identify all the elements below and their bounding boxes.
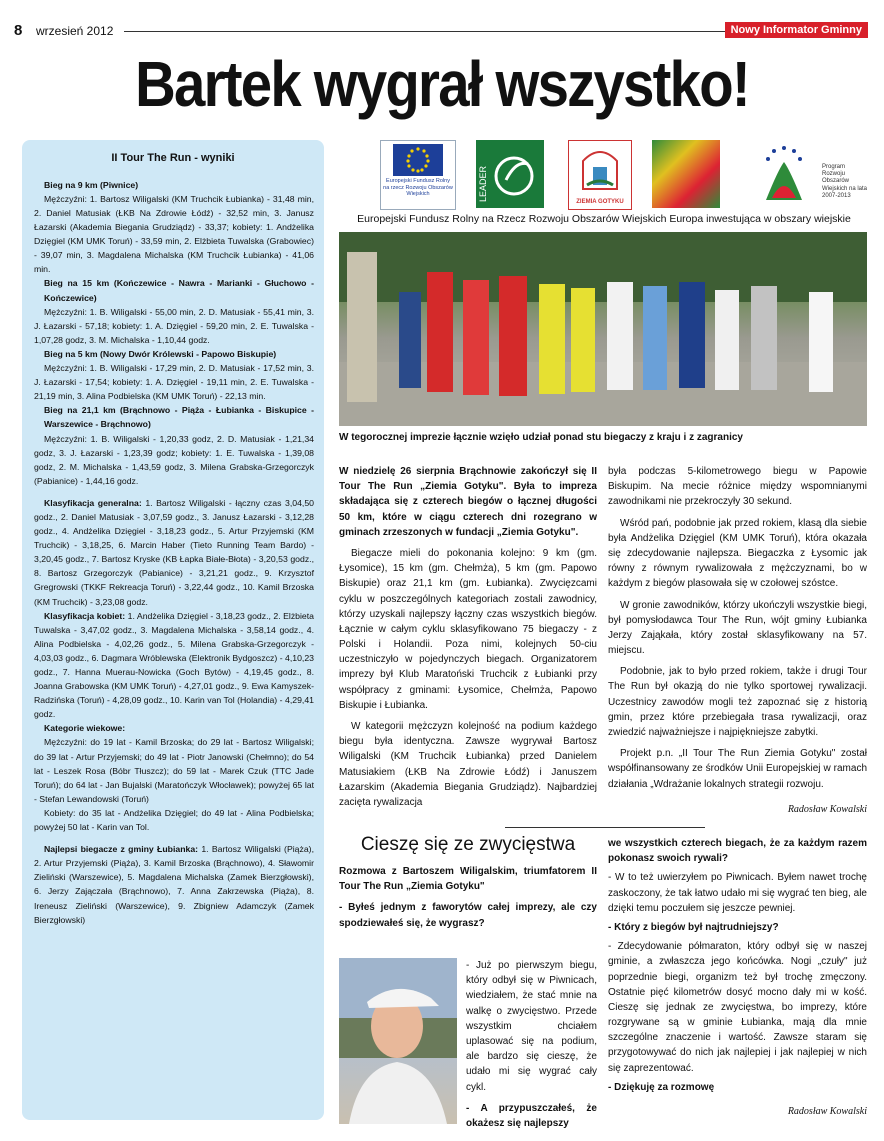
page-number: 8 xyxy=(14,22,23,39)
interview-intro: Rozmowa z Bartoszem Wiligalskim, triumfatorem II Tour The Run „Ziemia Gotyku" xyxy=(339,866,597,893)
general-head: Klasyfikacja generalna: xyxy=(44,497,142,508)
article-paragraph: Projekt p.n. „II Tour The Run Ziemia Gotyku" został współfinansowany ze środków Unii Europejskiej w ramach działania „Wdrażanie lokalnych strategii rozwoju. xyxy=(608,748,867,790)
ziemia-gotyku-logo-text: ZIEMIA GOTYKU xyxy=(576,199,624,205)
local-text: 1. Bartosz Wiligalski (Piąża), 2. Artur Przyjemski (Piąża), 3. Kamil Brzoska (Brąchnowo), 4. Sławomir Zieliński (Warszewice), 5. Magdalena Michalska (Zamek Bierzgłowski), 6. Jerzy Zajączała (Brąchnowo), 7. Anna Zakrzewska (Piąża), 8. Ireneusz Zieliński (Warszewice), 9. Zbigniew Adamczyk (Zamek Bierzgłowski) xyxy=(34,844,314,925)
age-women: Kobiety: do 35 lat - Andżelika Dzięgiel; do 49 lat - Alina Podbielska; powyżej 50 lat - Karin van Tol. xyxy=(34,807,314,833)
leader-logo xyxy=(476,140,544,208)
article-lead: W niedzielę 26 sierpnia Brąchnowie zakończył się II Tour The Run „Ziemia Gotyku". Była to impreza składająca się z czterech biegów o łącznej długości 50 km, które w ciągu czterech dni rozegrano w gminach zrzeszonych w fundacji „Ziemia Gotyku". xyxy=(339,466,597,538)
result-section-text: Mężczyźni: 1. B. Wiligalski - 55,00 min, 2. D. Matusiak - 55,41 min, 3. J. Łazarski - 57,18; kobiety: 1. A. Dzięgiel - 59,20 min, 2. E. Tuwalska - 1,07,28 godz, 3. M. Michalska - 1,10,44 godz. xyxy=(34,306,314,345)
local-runners xyxy=(34,842,314,927)
issue-date: wrzesień 2012 xyxy=(36,24,114,38)
interview-answer: - Już po pierwszym biegu, który odbył się w Piwnicach, wiedziałem, że stać mnie na walkę o zwycięstwo. Przede wszystkim chciałem uplasować się na podium, ale bardzo się cieszę, że udało mi się wygrać cały cykl. xyxy=(466,960,597,1093)
article-signature: Radosław Kowalski xyxy=(787,804,867,815)
sidebar-title: II Tour The Run - wyniki xyxy=(111,152,235,164)
interview-question: we wszystkich czterech biegach, że za każdym razem pokonasz swoich rywali? xyxy=(608,838,867,865)
results-sidebar xyxy=(22,140,324,1120)
leader-logo-text: LEADER xyxy=(478,165,488,202)
interview-column-1 xyxy=(339,864,597,937)
result-section-text: Mężczyźni: 1. B. Wiligalski - 1,20,33 godz, 2. D. Matusiak - 1,21,34 godz, 3. J. Łazarski - 1,23,39 godz; kobiety: 1. E. Tuwalska - 1,39,08 godz, 2. M. Michalska - 1,43,59 godz, 3. Milena Grabska-Grzegorczyk (Pabianice) - 1,44,16 godz. xyxy=(34,433,314,486)
local-head: Najlepsi biegacze z gminy Łubianka: xyxy=(44,844,199,855)
eu-flag-logo xyxy=(380,140,456,210)
result-section-head: Bieg na 9 km (Piwnice) xyxy=(44,179,139,190)
women-head: Klasyfikacja kobiet: xyxy=(44,610,126,621)
interview-question: - Dziękuję za rozmowę xyxy=(608,1081,715,1093)
article-paragraph: Podobnie, jak to było przed rokiem, także i drugi Tour The Run był okazją do nie tylko sportowej rywalizacji. Uczestnicy zawodów mogli też zapoznać się z historią gmin, przez które przebiegała trasa rywalizacji, oraz zwiedzić najważniejsze i najpiękniejsze zabytki. xyxy=(608,666,867,738)
interview-answer: - W to też uwierzyłem po Piwnicach. Byłem nawet trochę zaskoczony, że tak łatwo udało mi się wygrać ten bieg, ale dzięki temu poczułem się jeszcze pewniej. xyxy=(608,872,867,914)
prow-logo-text: Program Rozwoju Obszarów Wiejskich na lata 2007-2013 xyxy=(822,164,868,199)
interview-question: - Który z biegów był najtrudniejszy? xyxy=(608,921,779,933)
publication-tag: Nowy Informator Gminny xyxy=(725,22,868,38)
women-text: 1. Andżelika Dzięgiel - 3,18,23 godz., 2. Elżbieta Tuwalska - 3,47,02 godz., 3. Magdalena Michalska - 3,58,14 godz., 4. Alina Podbielska - 4,02,26 godz., 5. Milena Grabska-Grzegorczyk - 4,03,03 godz., 6. Dagmara Wróblewska (Elektronik Bydgoszcz) - 4,10,23 godz., 7. Hanna Muerau-Nowicka (Goch Bytów) - 4,19,45 godz., 8. Joanna Grabowska (KM UMK Toruń) - 4,27,01 godz., 9. Ewa Kamyszek-Radzińska (Toruń) - 4,28,09 godz., 10. Karin van Tol (Holandia) - 4,29,41 godz. xyxy=(34,610,315,720)
interview-answer: - Zdecydowanie półmaraton, który odbył się w naszej gminie, a zwłaszcza jego końcówka. Nogi „czuły" już poprzednie biegi, organizm też był trochę zmęczony. Ostatnie pięć kilometrów dosyć mocno dały mi w kość. Cieszę się jednak ze zwycięstwa, bo imprezy, które rozgrywane są w gminie Łubianka, mają dla mnie szczególne znaczenie i wartość. Zawsze staram się przygotowywać do nich jak najlepiej i jak najlepiej w nich się zaprezentować. xyxy=(608,941,867,1074)
interview-question: - Byłeś jednym z faworytów całej imprezy, ale czy spodziewałeś się, że wygrasz? xyxy=(339,902,597,929)
eu-logo-text: Europejski Fundusz Rolny na rzecz Rozwoju Obszarów Wiejskich xyxy=(383,178,453,198)
article-paragraph: W gronie zawodników, którzy ukończyli wszystkie biegi, był pomysłodawca Tour The Run, wójt gminy Łubianka Jerzy Zająkała, który został sklasyfikowany na 57. miejscu. xyxy=(608,599,867,657)
women-classification xyxy=(34,609,314,722)
interview-signature: Radosław Kowalski xyxy=(787,1106,867,1117)
article-paragraph: Wśród pań, podobnie jak przed rokiem, klasą dla siebie była Andżelika Dzięgiel (KM UMK Toruń), która okazała się zdecydowanie najlepsza. Biegaczka z Łysomic jak równy z równym rywalizowała z mężczyznami, bo w każdym z biegów plasowała się w czołowej szóstce. xyxy=(608,517,867,590)
headline: Bartek wygrał wszystko! xyxy=(135,48,749,120)
interview-title: Cieszę się ze zwycięstwa xyxy=(360,834,576,855)
runners-illustration xyxy=(339,232,867,426)
page-header xyxy=(14,22,868,40)
photo-caption: W tegorocznej imprezie łącznie wzięło udział ponad stu biegaczy z kraju i z zagranicy xyxy=(339,432,743,443)
header-rule xyxy=(124,31,726,32)
ziemia-gotyku-logo xyxy=(568,140,632,210)
result-section-text: Mężczyźni: 1. Bartosz Wiligalski (KM Truchcik Łubianka) - 31,48 min, 2. Daniel Matusiak (ŁKB Na Zdrowie Łódź) - 32,52 min, 3. Janusz Łazarski (Akademia Biegania Grudziądz) - 33,37; kobiety: 1. Andżelika Dzięgiel (KM UMK Toruń) - 33,59 min, 2. Elżbieta Tuwalska (Grabowiec) - 39,07 min, 3. Magdalena Michalska (KM Truchcik Łubianka) - 41,06 min. xyxy=(34,193,314,275)
general-text: 1. Bartosz Wiligalski - łączny czas 3,04,50 godz., 2. Daniel Matusiak - 3,07,59 godz., 3. Janusz Łazarski - 3,12,28 godz., 4. Andżelika Dzięgiel - 3,18,23 godz., 5. Artur Przyjemski (KM Truchcik) - 3,18,25, 6. Marcin Haber (Tieto Running Team Bardo) - 3,20,45 godz., 7. Bartosz Kryske (KB Łapka Białe-Błota) - 3,20,53 godz., 8. Bartosz Grzegorczyk (Pabianice) - 3,21,21 godz., 9. Krzysztof Gregrowski (TKKF Rekreacja Toruń) - 3,22,44 godz., 10. Kamil Brzoska (KM Truchcik) - 3,23,08 godz. xyxy=(34,497,314,607)
prow-logo xyxy=(748,140,868,208)
section-divider xyxy=(505,827,705,828)
race-photo xyxy=(339,232,867,426)
result-section-head: Bieg na 21,1 km (Brąchnowo - Piąża - Łubianka - Biskupice - Warszewice - Brąchnowo) xyxy=(44,405,314,430)
interview-question: - A przypuszczałeś, że okażesz się najlepszy xyxy=(466,1102,597,1129)
interview-answer-1 xyxy=(466,958,597,1131)
article-column-1 xyxy=(339,464,597,816)
article-paragraph: W kategorii mężczyzn kolejność na podium każdego biegu była identyczna. Zawsze wygrywał Bartosz Wiligalski (KM Truchcik Łubianka) przed Danielem Matusiakiem (ŁKB Na Zdrowie Łódź) i Januszem Łazarskim (Akademia Biegania Grudziądz). Najbardziej zacięta rywalizacja xyxy=(339,721,597,808)
article-paragraph: Biegacze mieli do pokonania kolejno: 9 km (gm. Łysomice), 15 km (gm. Chełmża), 5 km (gm. Papowo Biskupie) oraz 21,1 km (gm. Łubianka). Zwycięzcami cyklu w poszczególnych kategoriach zostali zawodnicy, którzy uzyskali najlepszy łączny czas wszystkich biegów. Łącznie w całym cyklu sklasyfikowano 75 biegaczy - z Polski i Holandii. Poza nimi, kolejnych 50-ciu uczestniczyło w pojedynczych biegach. Organizatorem imprezy był Klub Maratoński Truchcik z Łubianki przy współpracy z gminami: Łysomice, Chełmża, Papowo Biskupie i Łubianka. xyxy=(339,547,597,711)
article-paragraph: była podczas 5-kilometrowego biegu w Papowie Biskupim. Na mecie różnice między wspomnianymi zawodnikami nie przekroczyły 30 sekund. xyxy=(608,466,867,508)
result-section-text: Mężczyźni: 1. B. Wiligalski - 17,29 min, 2. D. Matusiak - 17,52 min, 3. J. Łazarski - 17,54; kobiety: 1. A. Dzięgiel - 19,11 min, 2. E. Tuwalska - 21,19 min, 3. Alina Podbielska (KM UMK Toruń) - 22,13 min. xyxy=(34,363,314,402)
mosaic-logo xyxy=(652,140,720,208)
article-column-2 xyxy=(608,464,867,798)
sponsor-logos xyxy=(340,140,868,210)
interview-column-2 xyxy=(608,836,867,1099)
age-men: Mężczyźni: do 19 lat - Kamil Brzoska; do 29 lat - Bartosz Wiligalski; do 39 lat - Artur Przyjemski; do 49 lat - Piotr Janowski (Chełmno); do 54 lat - Leszek Rosa (Bóbr Tłuszcz); do 59 lat - Marek Czuk (TTC Jade Toruń); do 64 lat - Jan Bujalski (Maratończyk Włocławek); powyżej 65 lat - Stefan Lewandowski (Toruń) xyxy=(34,737,314,804)
result-section-head: Bieg na 5 km (Nowy Dwór Królewski - Papowo Biskupie) xyxy=(44,348,277,359)
eu-flag-icon xyxy=(393,144,443,176)
general-classification xyxy=(34,496,314,609)
funding-caption: Europejski Fundusz Rolny na Rzecz Rozwoju Obszarów Wiejskich Europa inwestująca w obszary wiejskie xyxy=(357,213,851,225)
age-head: Kategorie wiekowe: xyxy=(44,723,126,734)
runner-portrait xyxy=(339,958,457,1124)
result-section-head: Bieg na 15 km (Kończewice - Nawra - Marianki - Głuchowo - Kończewice) xyxy=(44,278,314,303)
